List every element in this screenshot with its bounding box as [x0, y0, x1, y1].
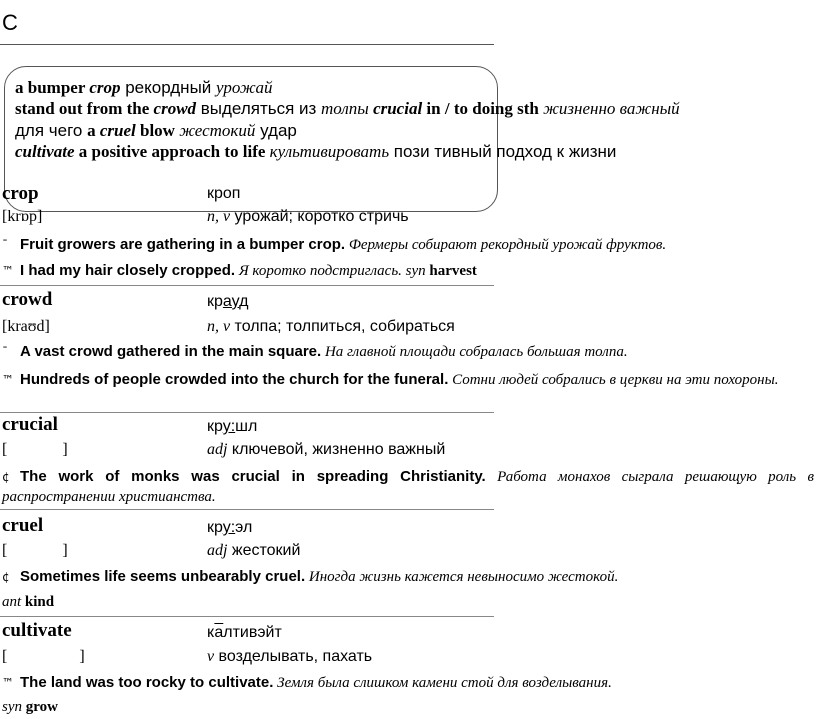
colloc-ru-italic: жестокий — [179, 121, 256, 140]
crowd-example-1 — [2, 343, 628, 361]
cruel-russian-pronunciation — [207, 519, 252, 537]
meaning: урожай; коротко стричь — [230, 208, 409, 225]
part-of-speech: v — [207, 648, 215, 665]
colloc-ru: выделяться из — [196, 99, 322, 118]
cultivate-russian-pronunciation — [207, 624, 282, 642]
meaning: ключевой, жизненно важный — [227, 441, 446, 458]
crop-example-1 — [2, 236, 666, 254]
example-russian: Я коротко подстриглась. — [238, 263, 402, 279]
example-russian: На главной площади собралась большая толпа. — [324, 344, 628, 360]
example-russian: Земля была слишком камени стой для возделывания. — [277, 675, 612, 691]
top-rule — [0, 44, 494, 45]
pron-stressed: ау — [222, 293, 240, 310]
entry-separator — [0, 509, 494, 510]
colloc-en: a positive approach to life — [74, 142, 270, 161]
collocation-line-3 — [15, 121, 297, 141]
syn-label: syn — [405, 263, 426, 279]
colloc-ru-italic: жизненно важный — [543, 99, 680, 118]
crucial-transcription — [2, 441, 68, 459]
pron-part: д — [239, 293, 249, 310]
pron-stressed: у: — [222, 418, 236, 435]
synonym: harvest — [429, 263, 477, 279]
pron-stressed: а — [214, 624, 224, 641]
syn-label: syn — [2, 699, 22, 715]
colloc-ru-italic: культивировать — [269, 142, 390, 161]
colloc-keyword: cruel — [99, 121, 136, 140]
bracket-open: [ — [2, 441, 8, 458]
colloc-ru: для чего — [15, 121, 88, 140]
entry-separator — [0, 412, 494, 413]
collocation-line-4 — [15, 142, 616, 162]
colloc-ru-italic: толпы — [321, 99, 369, 118]
colloc-ru: удар — [255, 121, 297, 140]
crowd-transcription: [kraʊd] — [2, 318, 50, 335]
colloc-en: a — [87, 121, 100, 140]
crop-definition — [207, 208, 409, 226]
example-english: Hundreds of people crowded into the church for the funeral. — [20, 371, 449, 388]
example-marker: ™ — [2, 264, 14, 278]
meaning: возделывать, пахать — [214, 648, 373, 665]
section-letter: C — [2, 10, 18, 35]
part-of-speech: n, v — [207, 208, 231, 225]
example-russian: Фермеры собирают рекордный урожай фруктов. — [348, 237, 667, 253]
crowd-example-2 — [2, 370, 814, 390]
example-marker: ™ — [2, 373, 14, 387]
pron-part: лтивэйт — [223, 624, 282, 641]
colloc-en: stand out from the — [15, 99, 154, 118]
example-english: A vast crowd gathered in the main square. — [20, 343, 322, 360]
pron-part: кр — [207, 293, 223, 310]
pron-part: эл — [235, 519, 253, 536]
pron-stressed: у: — [222, 519, 236, 536]
colloc-en: a bumper — [15, 78, 90, 97]
pron-part: кр — [207, 418, 223, 435]
headword-cruel: cruel — [2, 515, 44, 536]
colloc-en: in / to doing sth — [422, 99, 544, 118]
part-of-speech: adj — [207, 441, 228, 458]
bracket-close: ] — [79, 648, 85, 665]
part-of-speech: adj — [207, 542, 228, 559]
example-russian: Работа монахов сыграла решающую роль в распространении христианства. — [2, 469, 815, 505]
example-english: Fruit growers are gathering in a bumper crop. — [20, 236, 346, 253]
crucial-russian-pronunciation — [207, 418, 257, 436]
meaning: толпа; толпиться, собираться — [230, 318, 455, 335]
example-marker: ˉ — [2, 238, 8, 252]
pron-part: кр — [207, 519, 223, 536]
headword-crop: crop — [2, 183, 39, 204]
bracket-close: ] — [62, 542, 68, 559]
colloc-keyword: crowd — [153, 99, 197, 118]
bracket-open: [ — [2, 542, 8, 559]
colloc-ru-italic: урожай — [216, 78, 273, 97]
colloc-en: blow — [135, 121, 180, 140]
colloc-keyword: cultivate — [15, 142, 75, 161]
cultivate-example-1 — [2, 674, 612, 692]
headword-crucial: crucial — [2, 414, 58, 435]
colloc-keyword: crucial — [373, 99, 423, 118]
example-english: I had my hair closely cropped. — [20, 262, 236, 279]
bracket-open: [ — [2, 648, 8, 665]
bracket-close: ] — [62, 441, 68, 458]
crucial-example-1 — [2, 467, 814, 507]
crowd-definition — [207, 318, 455, 336]
cultivate-synonym — [2, 699, 58, 716]
crop-transcription: [krɒp] — [2, 208, 43, 225]
pron-part: к — [207, 624, 215, 641]
collocation-line-2 — [15, 99, 680, 119]
colloc-keyword: crop — [89, 78, 121, 97]
cruel-antonym — [2, 594, 54, 611]
headword-cultivate: cultivate — [2, 620, 72, 641]
antonym: kind — [24, 594, 55, 610]
entry-separator — [0, 285, 494, 286]
example-marker: ¢ — [2, 570, 10, 584]
collocation-line-1 — [15, 78, 273, 98]
example-english: Sometimes life seems unbearably cruel. — [20, 568, 306, 585]
cultivate-transcription — [2, 648, 85, 666]
cruel-transcription — [2, 542, 68, 560]
entry-separator — [0, 616, 494, 617]
cultivate-definition — [207, 648, 372, 666]
example-russian: Сотни людей собрались в церкви на эти похороны. — [452, 372, 779, 388]
synonym: grow — [25, 699, 58, 715]
crop-russian-pronunciation: кроп — [207, 185, 241, 202]
crowd-russian-pronunciation — [207, 293, 248, 311]
example-english: The work of monks was crucial in spreading Christianity. — [20, 468, 486, 485]
part-of-speech: n, v — [207, 318, 231, 335]
ant-label: ant — [2, 594, 22, 610]
example-marker: ¢ — [2, 470, 10, 484]
crucial-definition — [207, 441, 445, 459]
example-marker: ˉ — [2, 345, 8, 359]
example-english: The land was too rocky to cultivate. — [20, 674, 274, 691]
cruel-example-1 — [2, 568, 618, 586]
cruel-definition — [207, 542, 300, 560]
example-marker: ™ — [2, 676, 14, 690]
pron-part: шл — [235, 418, 258, 435]
meaning: жестокий — [227, 542, 301, 559]
colloc-ru: пози тивный подход к жизни — [389, 142, 617, 161]
headword-crowd: crowd — [2, 289, 53, 310]
crop-example-2 — [2, 262, 477, 280]
colloc-ru: рекордный — [120, 78, 217, 97]
example-russian: Иногда жизнь кажется невыносимо жестокой. — [308, 569, 619, 585]
